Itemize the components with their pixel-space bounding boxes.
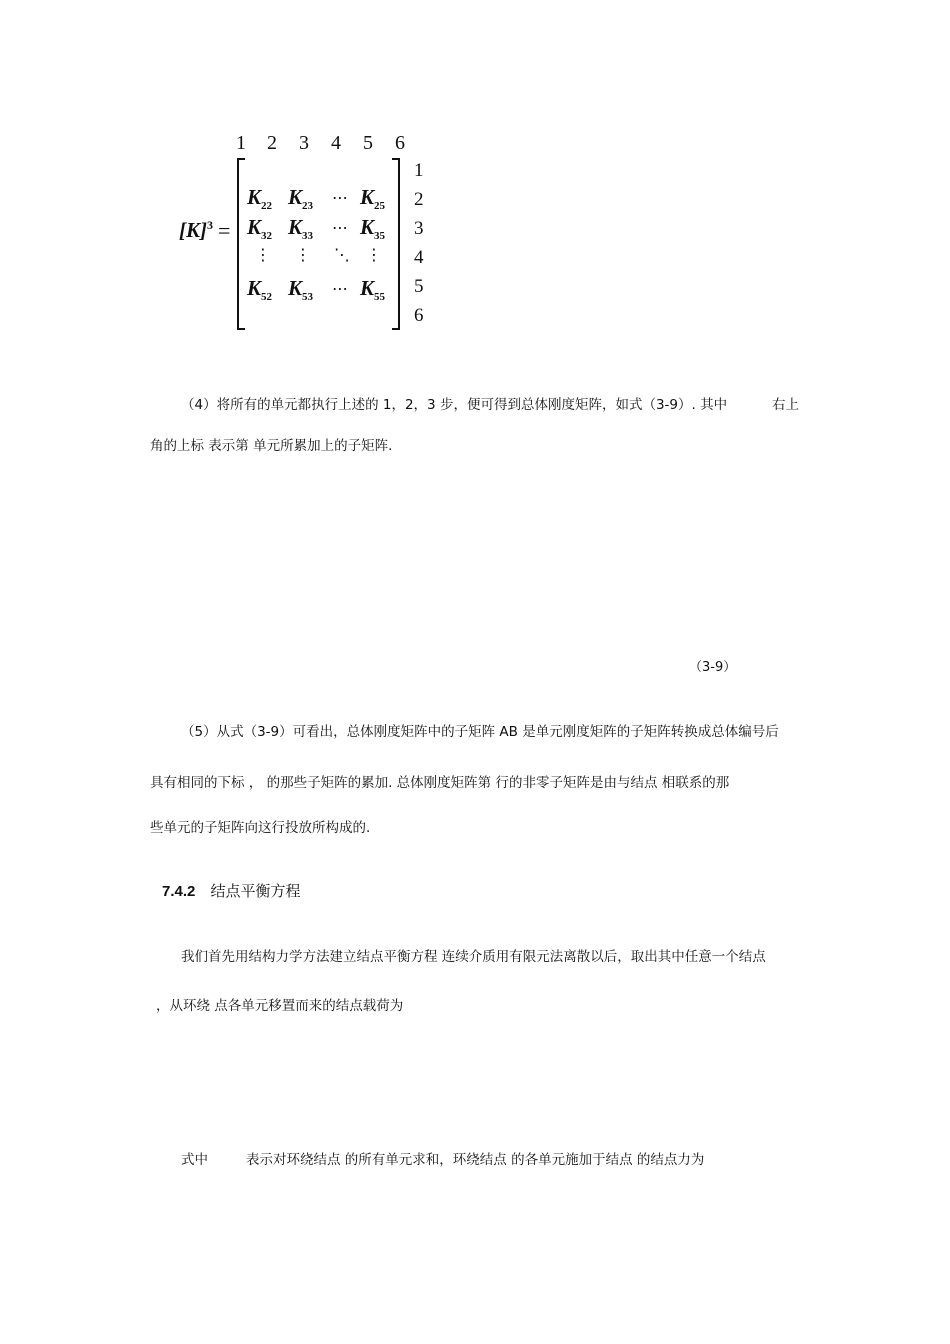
section-number: 7.4.2	[162, 883, 196, 900]
paragraph-line: 右上	[772, 397, 799, 413]
vertical-ellipsis: ⋮	[366, 245, 382, 264]
paragraph-line: （4）将所有的单元都执行上述的 1，2，3 步，便可得到总体刚度矩阵，如式（3-9）. 其中	[181, 397, 728, 413]
paragraph-line: 表示对环绕结点 的所有单元求和，环绕结点 的各单元施加于结点 的结点力为	[246, 1152, 705, 1168]
equation-label: （3-9）	[689, 660, 737, 675]
vertical-ellipsis: ⋮	[295, 245, 311, 264]
column-number: 6	[395, 132, 405, 154]
row-number: 3	[414, 218, 424, 239]
horizontal-ellipsis: ⋯	[332, 188, 348, 207]
horizontal-ellipsis: ⋯	[332, 279, 348, 298]
diagonal-ellipsis: ⋱	[334, 245, 350, 264]
row-number: 4	[414, 247, 424, 268]
right-bracket	[392, 158, 400, 330]
row-number: 1	[414, 160, 424, 181]
paragraph-line: 我们首先用结构力学方法建立结点平衡方程 连续介质用有限元法离散以后，取出其中任意一个结点	[181, 949, 766, 965]
matrix-element: $K_{32}$	[247, 215, 273, 242]
paragraph-line: 些单元的子矩阵向这行投放所构成的.	[150, 820, 371, 836]
vertical-ellipsis: ⋮	[255, 245, 271, 264]
row-number: 6	[414, 305, 424, 326]
column-number: 1	[236, 132, 246, 154]
horizontal-ellipsis: ⋯	[332, 218, 348, 237]
paragraph-line: 角的上标 表示第 单元所累加上的子矩阵.	[150, 438, 393, 454]
paragraph-line: 式中	[181, 1152, 208, 1168]
row-number: 2	[414, 189, 424, 210]
column-number: 4	[331, 132, 341, 154]
matrix-lhs: $[K]^3$	[179, 218, 213, 242]
section-heading	[162, 880, 300, 901]
paragraph-line: 具有相同的下标 ， 的那些子矩阵的累加. 总体刚度矩阵第 行的非零子矩阵是由与结点 相联系的那	[150, 775, 730, 791]
matrix-element: $K_{33}$	[288, 215, 314, 242]
equals-sign: =	[218, 218, 231, 243]
section-title: 结点平衡方程	[210, 882, 301, 900]
matrix-element: $K_{23}$	[288, 185, 314, 212]
matrix-element: $K_{22}$	[247, 185, 273, 212]
column-number: 5	[363, 132, 373, 154]
column-number: 2	[267, 132, 277, 154]
matrix-element: $K_{55}$	[360, 276, 386, 303]
left-bracket	[237, 158, 245, 330]
matrix-element: $K_{35}$	[360, 215, 386, 242]
paragraph-line: （5）从式（3-9）可看出，总体刚度矩阵中的子矩阵 AB 是单元刚度矩阵的子矩阵转换成总体编号后	[181, 724, 779, 740]
matrix-element: $K_{25}$	[360, 185, 386, 212]
paragraph-line: ，从环绕 点各单元移置而来的结点载荷为	[156, 998, 404, 1014]
row-number: 5	[414, 276, 424, 297]
column-number: 3	[299, 132, 309, 154]
matrix-element: $K_{52}$	[247, 276, 273, 303]
matrix-element: $K_{53}$	[288, 276, 314, 303]
